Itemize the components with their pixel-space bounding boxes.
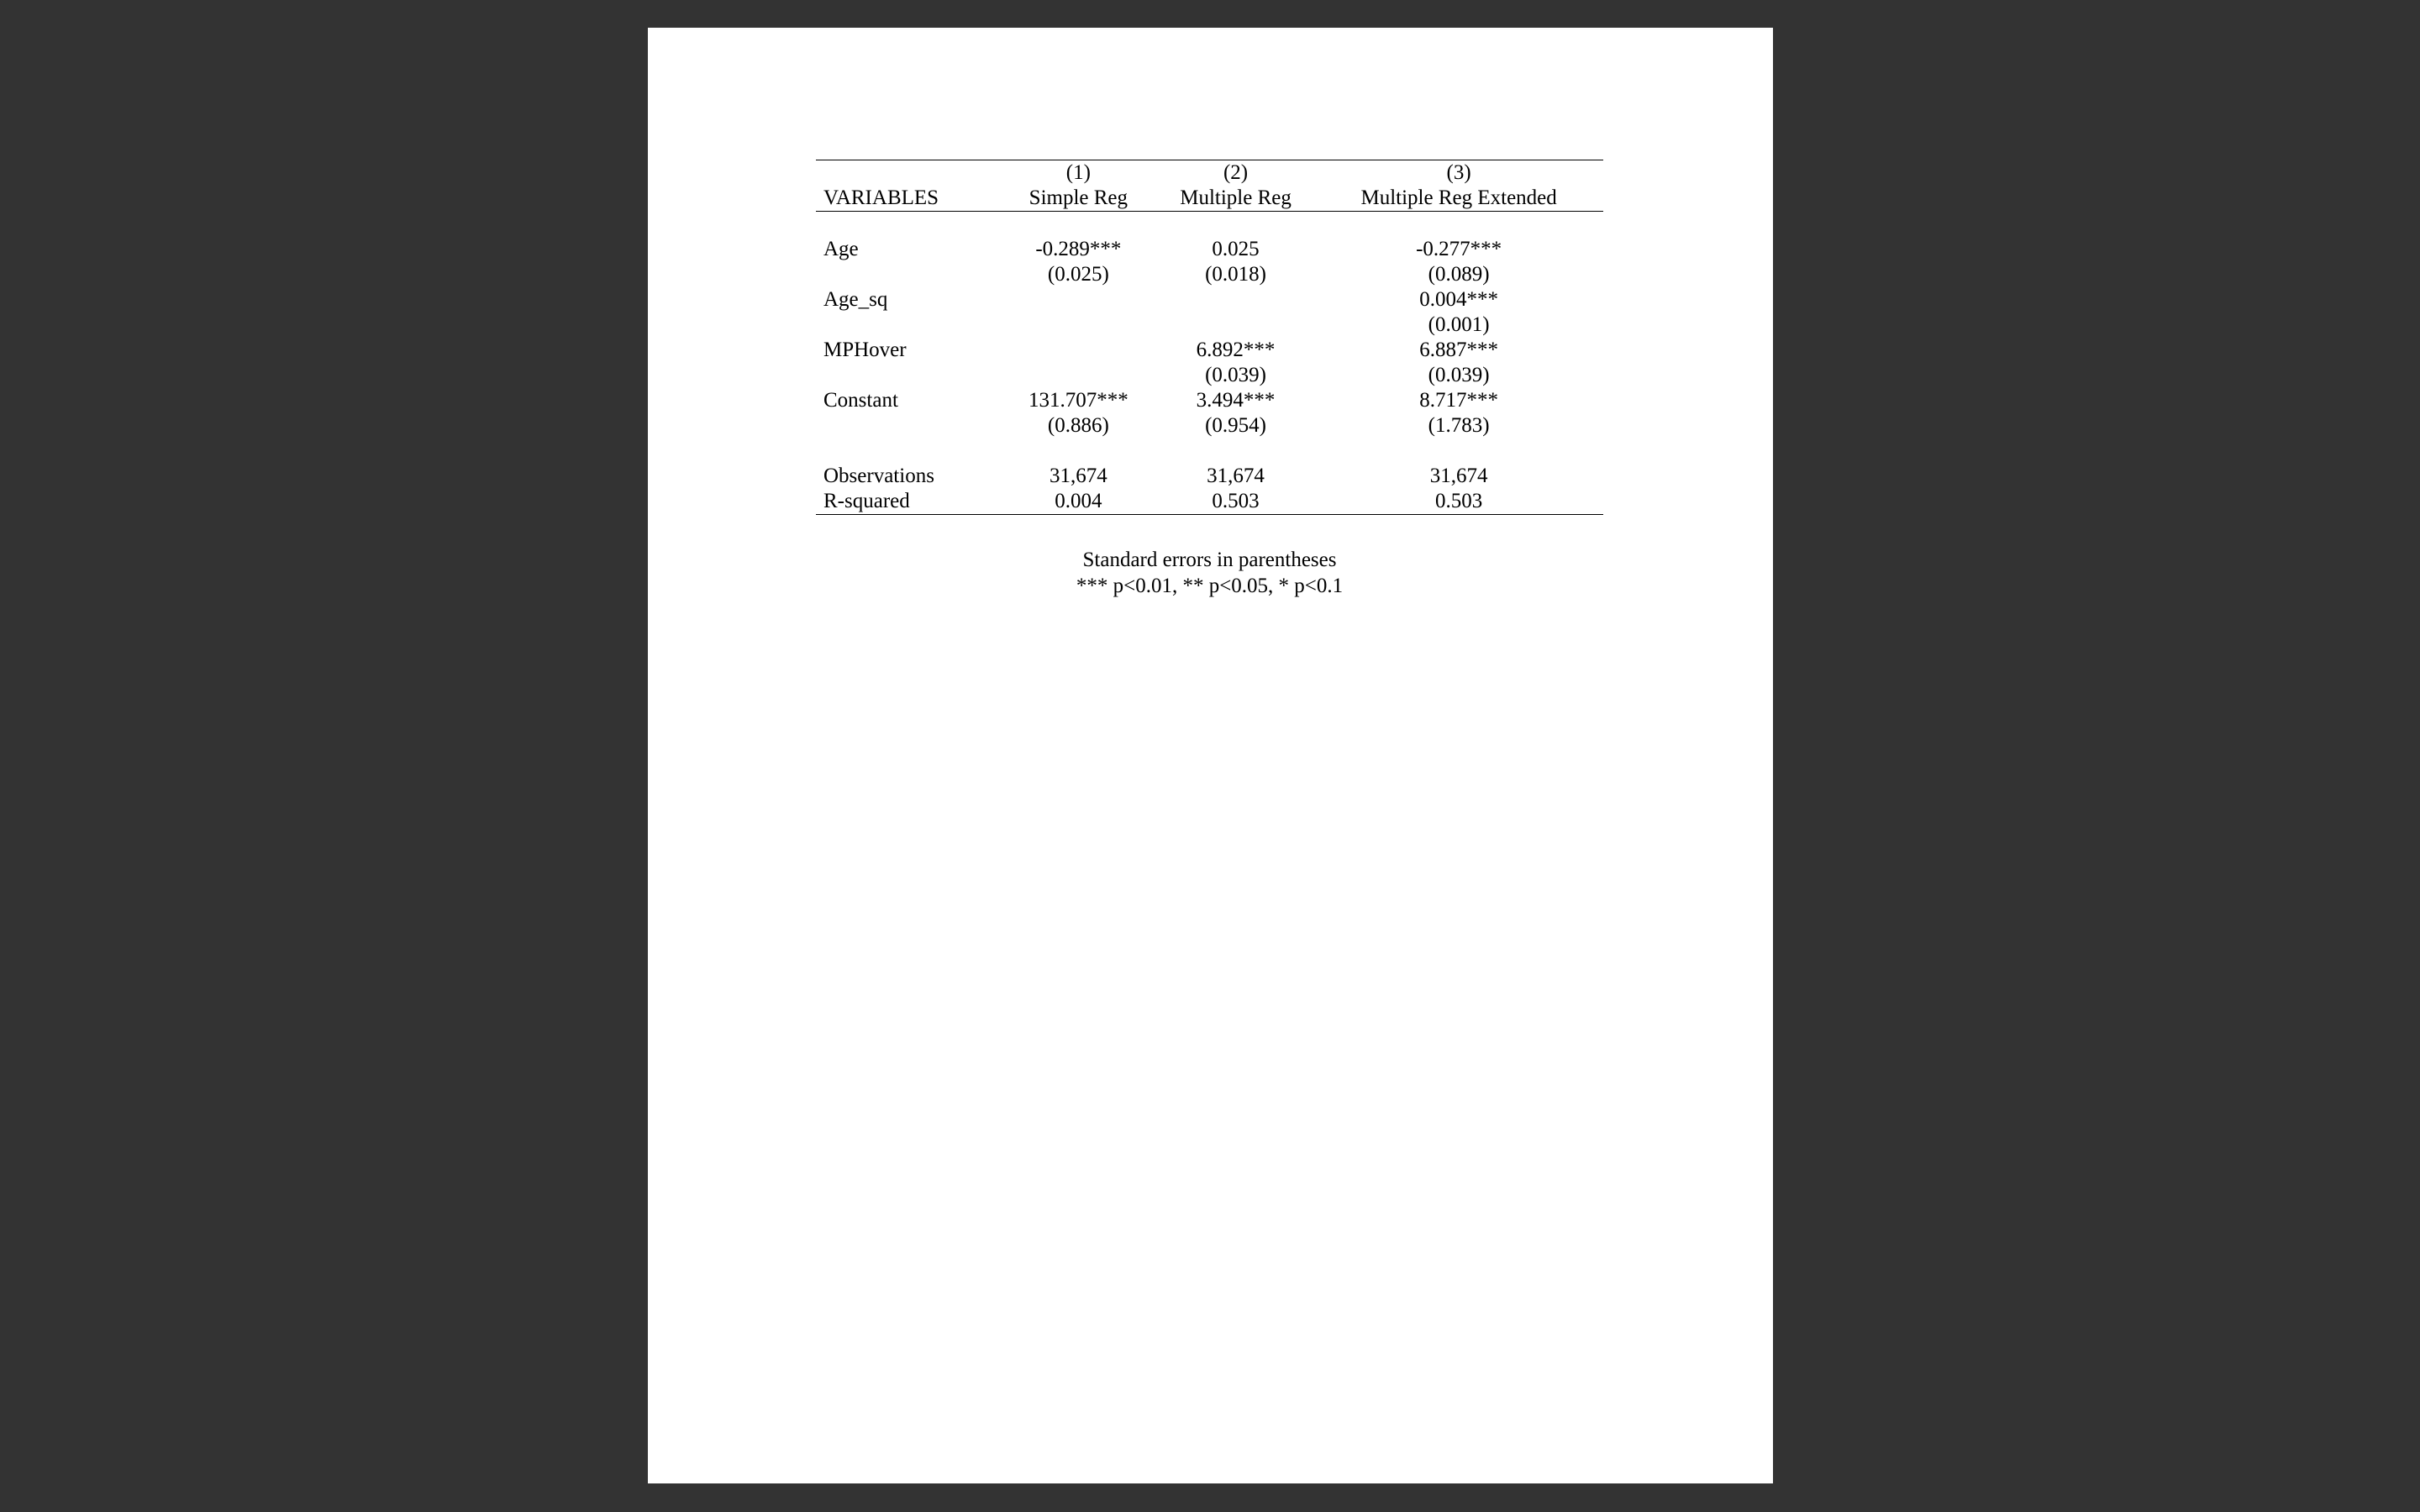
column-number-row — [816, 160, 1603, 186]
se-cell: (0.018) — [1205, 263, 1266, 286]
coef-row-age — [816, 237, 1603, 262]
se-row-age-sq — [816, 312, 1603, 338]
se-cell — [1000, 363, 1157, 388]
column-2-label: Multiple Reg — [1157, 186, 1314, 212]
column-1-label: Simple Reg — [1000, 186, 1157, 212]
se-cell: (0.954) — [1205, 414, 1266, 437]
variable-name: Age — [823, 238, 859, 260]
coef-cell — [1000, 287, 1157, 312]
notes-standard-errors: Standard errors in parentheses — [1082, 549, 1337, 571]
coef-cell: 6.887*** — [1419, 339, 1498, 361]
table-notes — [816, 547, 1603, 599]
se-cell: (1.783) — [1428, 414, 1490, 437]
column-2-number: (2) — [1157, 160, 1314, 186]
column-3-number: (3) — [1314, 160, 1603, 186]
coef-cell: -0.289*** — [1035, 238, 1122, 260]
column-1-number: (1) — [1000, 160, 1157, 186]
se-cell: (0.025) — [1047, 263, 1109, 286]
se-row-mphover — [816, 363, 1603, 388]
se-cell: (0.039) — [1205, 364, 1266, 386]
stat-name: Observations — [823, 465, 934, 487]
se-row-age — [816, 262, 1603, 287]
notes-significance: *** p<0.01, ** p<0.05, * p<0.1 — [1076, 575, 1344, 597]
coef-row-constant — [816, 388, 1603, 413]
variable-name: Age_sq — [823, 288, 888, 311]
coef-cell: 8.717*** — [1419, 389, 1498, 412]
document-page — [648, 28, 1773, 1483]
coef-cell — [1157, 287, 1314, 312]
variables-header: VARIABLES — [816, 186, 1000, 212]
stat-cell: 31,674 — [1049, 465, 1107, 487]
coef-cell: 3.494*** — [1196, 389, 1276, 412]
se-cell — [1000, 312, 1157, 338]
stat-cell: 31,674 — [1429, 465, 1488, 487]
stat-name: R-squared — [816, 489, 1000, 515]
spacer-row — [816, 212, 1603, 238]
coef-cell: 0.025 — [1212, 238, 1260, 260]
stat-row-observations — [816, 464, 1603, 489]
coef-cell: -0.277*** — [1416, 238, 1502, 260]
coef-row-age-sq — [816, 287, 1603, 312]
stat-row-r-squared — [816, 489, 1603, 515]
coef-cell: 6.892*** — [1196, 339, 1276, 361]
regression-table — [816, 160, 1603, 515]
se-cell: (0.886) — [1047, 414, 1109, 437]
stat-cell: 31,674 — [1207, 465, 1265, 487]
variable-name: MPHover — [823, 339, 907, 361]
se-cell: (0.039) — [1428, 364, 1490, 386]
stat-cell: 0.503 — [1157, 489, 1314, 515]
stat-cell: 0.503 — [1314, 489, 1603, 515]
column-3-label: Multiple Reg Extended — [1314, 186, 1603, 212]
se-cell: (0.089) — [1428, 263, 1490, 286]
coef-row-mphover — [816, 338, 1603, 363]
stat-cell: 0.004 — [1000, 489, 1157, 515]
variable-name: Constant — [823, 389, 898, 412]
column-label-row — [816, 186, 1603, 212]
empty-header-cell — [816, 160, 1000, 186]
se-row-constant — [816, 413, 1603, 438]
coef-cell: 131.707*** — [1028, 389, 1128, 412]
se-cell: (0.001) — [1428, 313, 1490, 336]
coef-cell: 0.004*** — [1419, 288, 1498, 311]
coef-cell — [1000, 338, 1157, 363]
se-cell — [1157, 312, 1314, 338]
spacer-row — [816, 438, 1603, 464]
